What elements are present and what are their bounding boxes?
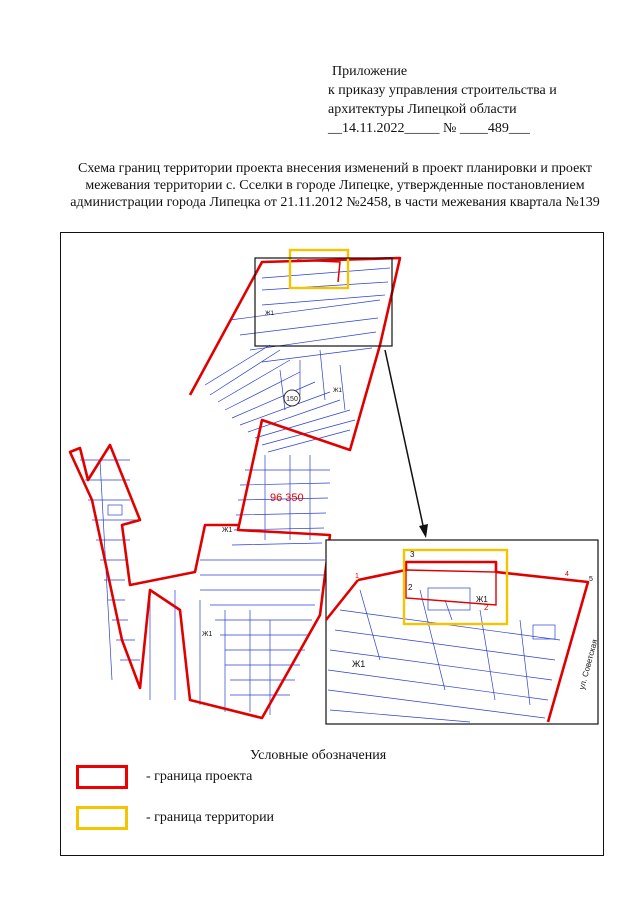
red-swatch-icon [76,765,128,789]
number-sign: № [442,121,457,136]
inset-point-1: 1 [355,573,359,580]
inset-point-2b: 2 [484,603,489,612]
yellow-swatch-icon [76,806,128,830]
inset-zone-label-small: Ж1 [476,595,488,604]
header-line-1: Приложение [332,64,408,79]
zone-label-2: Ж1 [333,388,342,394]
zone-label-3: Ж1 [222,527,233,534]
zone-label-1: Ж1 [265,311,274,317]
header-line-3: архитектуры Липецкой области [328,102,517,117]
inset-point-2: 2 [408,583,413,592]
order-date: __14.11.2022_____ [328,121,440,136]
inset-point-5: 5 [589,576,593,583]
area-label: 96 350 [270,492,304,504]
scheme-title: Схема границ территории проекта внесения изменений в проект планировки и проект межевания территории с. Сселки в городе Липецке, утвержденные постановлением администрации города Липецка от 21.11.2012 №2458, в части межевания квартала №139 [70,161,600,210]
legend-title: Условные обозначения [250,748,387,763]
legend-item-project [76,765,252,789]
inset-map [326,540,599,724]
legend-item-territory [76,806,274,830]
header-line-2: к приказу управления строительства и [328,83,557,98]
zoom-arrow [385,350,424,530]
inset-point-4: 4 [565,571,569,578]
inset-zone-label: Ж1 [352,659,366,669]
circle-label: 150 [286,396,298,403]
inset-street-label: ул. Советская [577,638,600,691]
legend-label-project: - граница проекта [146,769,253,784]
inset-point-3: 3 [410,550,415,559]
zone-label-4: Ж1 [202,631,213,638]
order-number: ____489___ [459,121,530,136]
legend-label-territory: - граница территории [146,810,275,825]
